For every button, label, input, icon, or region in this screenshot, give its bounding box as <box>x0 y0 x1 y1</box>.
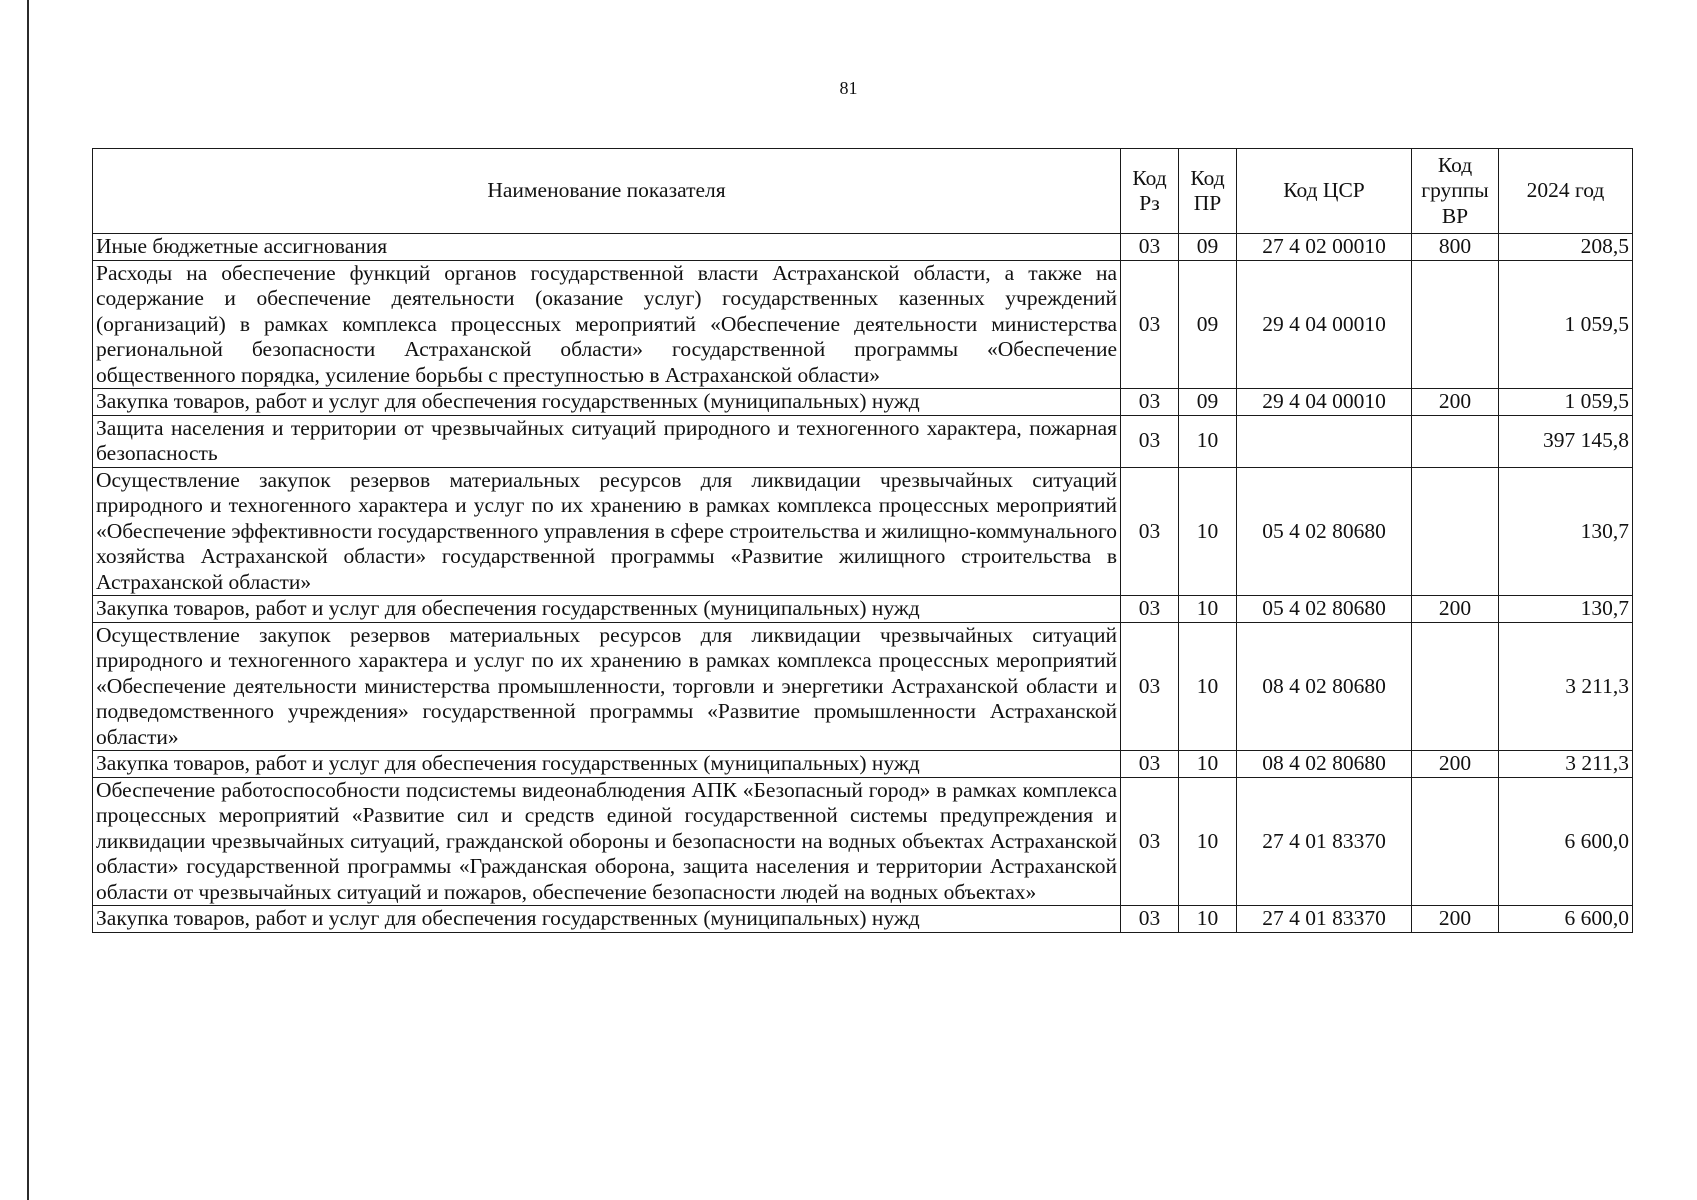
row-vr <box>1412 467 1499 596</box>
table-row <box>93 777 1633 906</box>
row-rz: 03 <box>1121 906 1179 933</box>
table-row <box>93 596 1633 623</box>
table-row <box>93 622 1633 751</box>
row-name: Осуществление закупок резервов материальных ресурсов для ликвидации чрезвычайных ситуаций природного и техногенного характера и услуг по их хранению в рамках комплекса процессных мероприятий «Обеспечение эффективности государственного управления в сфере строительства и жилищно-коммунального хозяйства Астраханской области» государственной программы «Развитие жилищного строительства в Астраханской области» <box>93 467 1121 596</box>
row-csr: 08 4 02 80680 <box>1237 751 1412 778</box>
table-row <box>93 234 1633 261</box>
binding-edge-line <box>27 0 29 1200</box>
row-vr: 200 <box>1412 596 1499 623</box>
row-name: Закупка товаров, работ и услуг для обеспечения государственных (муниципальных) нужд <box>93 596 1121 623</box>
row-vr <box>1412 777 1499 906</box>
row-value: 6 600,0 <box>1499 906 1633 933</box>
row-pr: 09 <box>1179 260 1237 389</box>
row-value: 1 059,5 <box>1499 260 1633 389</box>
row-pr: 09 <box>1179 234 1237 261</box>
row-value: 3 211,3 <box>1499 751 1633 778</box>
row-value: 6 600,0 <box>1499 777 1633 906</box>
row-rz: 03 <box>1121 415 1179 467</box>
row-pr: 10 <box>1179 596 1237 623</box>
row-name: Обеспечение работоспособности подсистемы видеонаблюдения АПК «Безопасный город» в рамках комплекса процессных мероприятий «Развитие сил и средств единой государственной системы предупреждения и ликвидации чрезвычайных ситуаций, гражданской обороны и безопасности на водных объектах Астраханской области» государственной программы «Гражданская оборона, защита населения и территории Астраханской области от чрезвычайных ситуаций и пожаров, обеспечение безопасности людей на водных объектах» <box>93 777 1121 906</box>
row-value: 1 059,5 <box>1499 389 1633 416</box>
table-body <box>93 234 1633 933</box>
row-value: 397 145,8 <box>1499 415 1633 467</box>
row-pr: 10 <box>1179 622 1237 751</box>
row-csr: 29 4 04 00010 <box>1237 260 1412 389</box>
header-year: 2024 год <box>1499 149 1633 234</box>
row-name: Расходы на обеспечение функций органов государственной власти Астраханской области, а также на содержание и обеспечение деятельности (оказание услуг) государственных казенных учреждений (организаций) в рамках комплекса процессных мероприятий «Обеспечение деятельности министерства региональной безопасности Астраханской области» государственной программы «Обеспечение общественного порядка, усиление борьбы с преступностью в Астраханской области» <box>93 260 1121 389</box>
row-name: Закупка товаров, работ и услуг для обеспечения государственных (муниципальных) нужд <box>93 751 1121 778</box>
row-csr <box>1237 415 1412 467</box>
row-vr: 200 <box>1412 751 1499 778</box>
row-vr <box>1412 415 1499 467</box>
row-rz: 03 <box>1121 467 1179 596</box>
row-csr: 08 4 02 80680 <box>1237 622 1412 751</box>
table-row <box>93 467 1633 596</box>
row-csr: 27 4 01 83370 <box>1237 906 1412 933</box>
row-vr: 200 <box>1412 389 1499 416</box>
row-csr: 29 4 04 00010 <box>1237 389 1412 416</box>
row-vr <box>1412 260 1499 389</box>
table-row <box>93 260 1633 389</box>
row-rz: 03 <box>1121 596 1179 623</box>
row-name: Иные бюджетные ассигнования <box>93 234 1121 261</box>
row-rz: 03 <box>1121 234 1179 261</box>
table-row <box>93 751 1633 778</box>
row-pr: 10 <box>1179 415 1237 467</box>
header-vr: Код группы ВР <box>1412 149 1499 234</box>
row-csr: 05 4 02 80680 <box>1237 467 1412 596</box>
row-vr <box>1412 622 1499 751</box>
row-name: Закупка товаров, работ и услуг для обеспечения государственных (муниципальных) нужд <box>93 906 1121 933</box>
row-pr: 10 <box>1179 751 1237 778</box>
header-rz: Код Рз <box>1121 149 1179 234</box>
header-name: Наименование показателя <box>93 149 1121 234</box>
row-name: Защита населения и территории от чрезвычайных ситуаций природного и техногенного характера, пожарная безопасность <box>93 415 1121 467</box>
row-rz: 03 <box>1121 260 1179 389</box>
row-pr: 09 <box>1179 389 1237 416</box>
row-csr: 05 4 02 80680 <box>1237 596 1412 623</box>
row-csr: 27 4 02 00010 <box>1237 234 1412 261</box>
row-value: 3 211,3 <box>1499 622 1633 751</box>
row-pr: 10 <box>1179 906 1237 933</box>
table-header <box>93 149 1633 234</box>
table-row <box>93 389 1633 416</box>
row-value: 130,7 <box>1499 467 1633 596</box>
row-rz: 03 <box>1121 622 1179 751</box>
row-value: 130,7 <box>1499 596 1633 623</box>
table-row <box>93 906 1633 933</box>
header-csr: Код ЦСР <box>1237 149 1412 234</box>
row-rz: 03 <box>1121 389 1179 416</box>
header-pr: Код ПР <box>1179 149 1237 234</box>
row-pr: 10 <box>1179 467 1237 596</box>
row-name: Закупка товаров, работ и услуг для обеспечения государственных (муниципальных) нужд <box>93 389 1121 416</box>
table-row <box>93 415 1633 467</box>
row-vr: 200 <box>1412 906 1499 933</box>
row-rz: 03 <box>1121 751 1179 778</box>
budget-table <box>92 148 1633 933</box>
row-vr: 800 <box>1412 234 1499 261</box>
row-value: 208,5 <box>1499 234 1633 261</box>
row-csr: 27 4 01 83370 <box>1237 777 1412 906</box>
row-name: Осуществление закупок резервов материальных ресурсов для ликвидации чрезвычайных ситуаций природного и техногенного характера и услуг по их хранению в рамках комплекса процессных мероприятий «Обеспечение деятельности министерства промышленности, торговли и энергетики Астраханской области и подведомственного учреждения» государственной программы «Развитие промышленности Астраханской области» <box>93 622 1121 751</box>
page-number: 81 <box>839 78 858 98</box>
row-pr: 10 <box>1179 777 1237 906</box>
header-row <box>93 149 1633 234</box>
row-rz: 03 <box>1121 777 1179 906</box>
